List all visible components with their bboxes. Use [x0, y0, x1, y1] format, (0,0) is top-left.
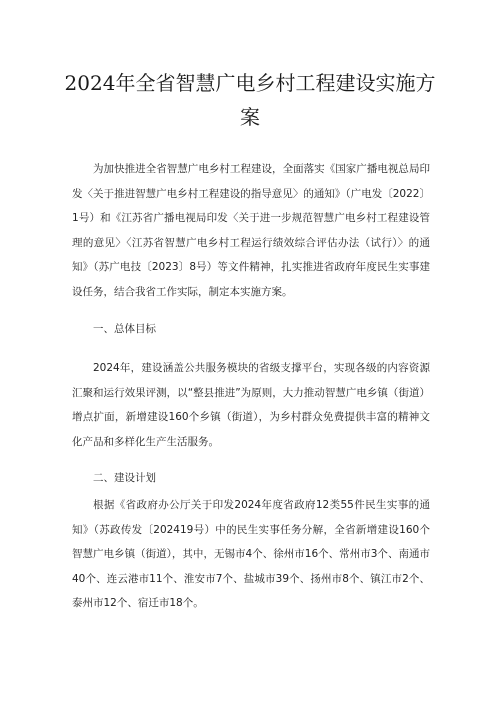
intro-paragraph: 为加快推进全省智慧广电乡村工程建设，全面落实《国家广播电视总局印发〈关于推进智慧广电乡村工程建设的指导意见〉的通知》（广电发〔2022〕1号）和《江苏省广播电视局印发〈关于进一步规范智慧广电乡村工程建设管理的意见〉〈江苏省智慧广电乡村工程运行绩效综合评估办法（试行）〉的通知》（苏广电技〔2023〕8号）等文件精神，扎实推进省政府年度民生实事建设任务，结合我省工作实际，制定本实施方案。	[72, 163, 430, 298]
plan-paragraph: 根据《省政府办公厅关于印发2024年度省政府12类55件民生实事的通知》（苏政传发〔202419号）中的民生实事任务分解，全省新增建设160个智慧广电乡镇（街道），其中，无锡市4个、徐州市16个、常州市3个、南通市40个、连云港市11个、淮安市7个、盐城市39个、扬州市8个、镇江市2个、泰州市12个、宿迁市18个。	[72, 499, 430, 609]
document-title: 2024年全省智慧广电乡村工程建设实施方案	[64, 71, 436, 129]
goals-paragraph: 2024年，建设涵盖公共服务模块的省级支撑平台，实现各级的内容资源汇聚和运行效果评测，以“整县推进”为原则，大力推动智慧广电乡镇（街道）增点扩面，新增建设160个乡镇（街道），为乡村群众免费提供丰富的精神文化产品和多样化生产生活服务。	[72, 362, 430, 448]
section-heading-plan: 二、建设计划	[93, 472, 156, 484]
section-heading-goals: 一、总体目标	[93, 323, 156, 335]
